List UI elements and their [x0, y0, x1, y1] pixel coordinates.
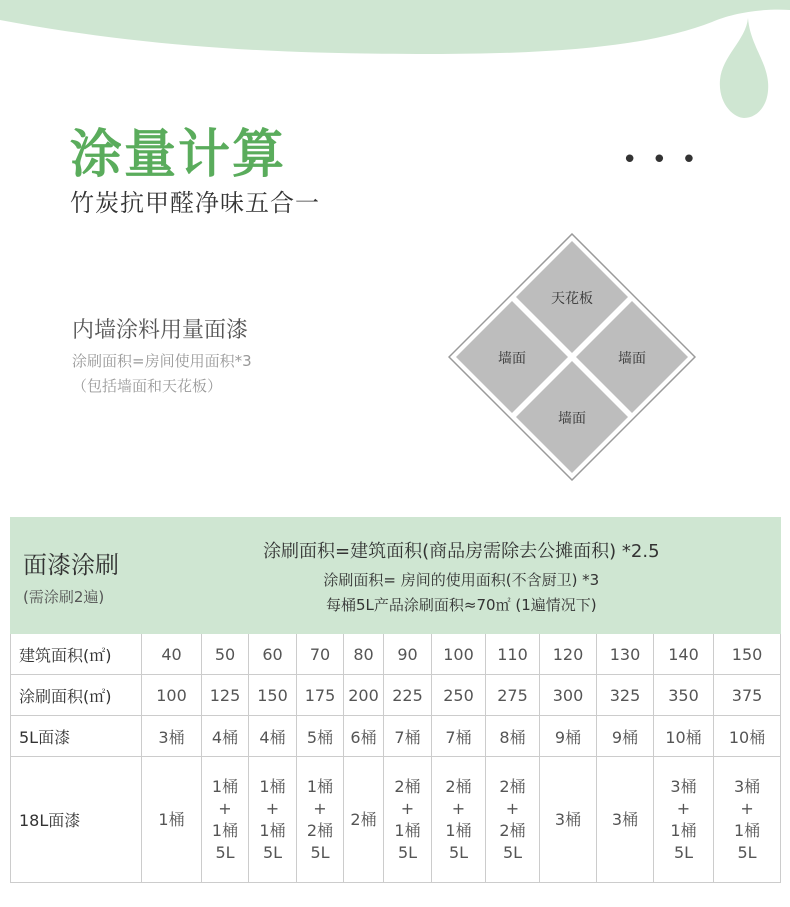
cell-line: +: [451, 798, 466, 818]
table-cell: [540, 757, 597, 883]
table-cell: 150: [714, 634, 781, 675]
cell-line: 1桶: [670, 820, 697, 840]
cell-line: 1桶: [733, 820, 761, 840]
table-cell: 375: [714, 675, 781, 716]
header-topcoat-title: 面漆涂刷: [23, 550, 119, 579]
header-formula-building: 涂刷面积=建筑面积(商品房需除去公摊面积) *2.5: [263, 540, 660, 562]
table-cell: [486, 757, 540, 883]
table-cell: 275: [486, 675, 540, 716]
table-cell: 7桶: [384, 716, 432, 757]
table-cell: 10桶: [714, 716, 781, 757]
table-cell: 10桶: [654, 716, 714, 757]
table-cell: [249, 757, 297, 883]
cell-line: +: [313, 798, 327, 818]
inner-wall-heading: 内墙涂料用量面漆: [72, 318, 249, 343]
cell-line: 1桶: [259, 776, 286, 796]
cell-line: 5L: [502, 842, 523, 862]
cell-line: 3桶: [611, 809, 639, 829]
diagram-label-wall-bottom: 墙面: [558, 411, 586, 427]
table-cell: [202, 757, 249, 883]
cell-line: 2桶: [306, 820, 334, 840]
cell-line: 1桶: [259, 820, 286, 840]
table-cell: 110: [486, 634, 540, 675]
cell-line: 3桶: [670, 776, 697, 796]
table-cell: 50: [202, 634, 249, 675]
table-cell: 225: [384, 675, 432, 716]
row-label: 18L面漆: [11, 757, 142, 883]
table-cell: [142, 757, 202, 883]
table-header-left: [11, 518, 142, 634]
table-row: [11, 716, 781, 757]
room-diagram: [448, 233, 696, 481]
product-subtitle: 竹炭抗甲醛净味五合一: [70, 189, 320, 217]
table-cell: 40: [142, 634, 202, 675]
table-cell: 9桶: [597, 716, 654, 757]
cell-line: 5L: [310, 842, 330, 862]
table-row: [11, 675, 781, 716]
table-cell: [432, 757, 486, 883]
paint-usage-table: [10, 517, 781, 883]
table-cell: 120: [540, 634, 597, 675]
table-cell: 150: [249, 675, 297, 716]
header-formula-room: 涂刷面积= 房间的使用面积(不含厨卫) *3: [323, 570, 600, 589]
table-cell: 70: [297, 634, 344, 675]
table-cell: 9桶: [540, 716, 597, 757]
row-label: 涂刷面积(㎡): [11, 675, 142, 716]
cell-line: 1桶: [158, 809, 185, 829]
table-cell: 130: [597, 634, 654, 675]
diagram-label-wall-right: 墙面: [618, 351, 646, 367]
cell-line: 2桶: [499, 776, 526, 796]
table-cell: 4桶: [202, 716, 249, 757]
table-row: [11, 634, 781, 675]
cell-line: 1桶: [445, 820, 472, 840]
cell-line: +: [505, 798, 520, 818]
table-cell: 350: [654, 675, 714, 716]
cell-line: +: [400, 798, 415, 818]
table-cell: 125: [202, 675, 249, 716]
table-cell: 100: [432, 634, 486, 675]
cell-line: +: [265, 798, 280, 818]
inner-wall-note: （包括墙面和天花板）: [72, 377, 223, 395]
table-cell: [384, 757, 432, 883]
inner-wall-formula: 涂刷面积=房间使用面积*3: [72, 352, 252, 370]
more-dots: • • •: [622, 145, 700, 175]
table-cell: 100: [142, 675, 202, 716]
table-cell: 250: [432, 675, 486, 716]
page-title: 涂量计算: [70, 125, 287, 185]
cell-line: 1桶: [306, 776, 334, 796]
cell-line: 3桶: [733, 776, 761, 796]
table-cell: [597, 757, 654, 883]
table-cell: 3桶: [142, 716, 202, 757]
table-cell: 175: [297, 675, 344, 716]
table-cell: 140: [654, 634, 714, 675]
row-label: 5L面漆: [11, 716, 142, 757]
cell-line: 2桶: [350, 809, 377, 829]
table-cell: 300: [540, 675, 597, 716]
cell-line: 5L: [673, 842, 694, 862]
table-header-formulas: [142, 518, 781, 634]
cell-line: 5L: [397, 842, 418, 862]
cell-line: 1桶: [211, 776, 239, 796]
cell-line: 2桶: [445, 776, 472, 796]
cell-line: +: [740, 798, 754, 818]
table-cell: [654, 757, 714, 883]
decorative-wave: [0, 0, 790, 130]
table-cell: 200: [344, 675, 384, 716]
cell-line: 5L: [737, 842, 757, 862]
cell-line: 2桶: [499, 820, 526, 840]
table-row-18l: [11, 757, 781, 883]
table-cell: [714, 757, 781, 883]
cell-line: 1桶: [394, 820, 421, 840]
table-cell: 8桶: [486, 716, 540, 757]
diagram-label-wall-left: 墙面: [498, 351, 526, 367]
header-topcoat-note: (需涂刷2遍): [23, 587, 105, 606]
cell-line: 5L: [262, 842, 283, 862]
table-cell: 80: [344, 634, 384, 675]
cell-line: 5L: [448, 842, 469, 862]
table-cell: 90: [384, 634, 432, 675]
table-cell: 325: [597, 675, 654, 716]
diagram-label-ceiling: 天花板: [551, 291, 593, 307]
header-coverage-note: 每桶5L产品涂刷面积≈70㎡ (1遍情况下): [326, 595, 597, 614]
table-cell: 6桶: [344, 716, 384, 757]
table-cell: [344, 757, 384, 883]
table-cell: [297, 757, 344, 883]
table-cell: 7桶: [432, 716, 486, 757]
row-label: 建筑面积(㎡): [11, 634, 142, 675]
cell-line: +: [218, 798, 232, 818]
cell-line: 5L: [215, 842, 235, 862]
table-header-row: [11, 518, 781, 634]
table-cell: 60: [249, 634, 297, 675]
cell-line: 1桶: [211, 820, 239, 840]
cell-line: 3桶: [554, 809, 582, 829]
cell-line: +: [676, 798, 691, 818]
table-cell: 4桶: [249, 716, 297, 757]
cell-line: 2桶: [394, 776, 421, 796]
table-cell: 5桶: [297, 716, 344, 757]
